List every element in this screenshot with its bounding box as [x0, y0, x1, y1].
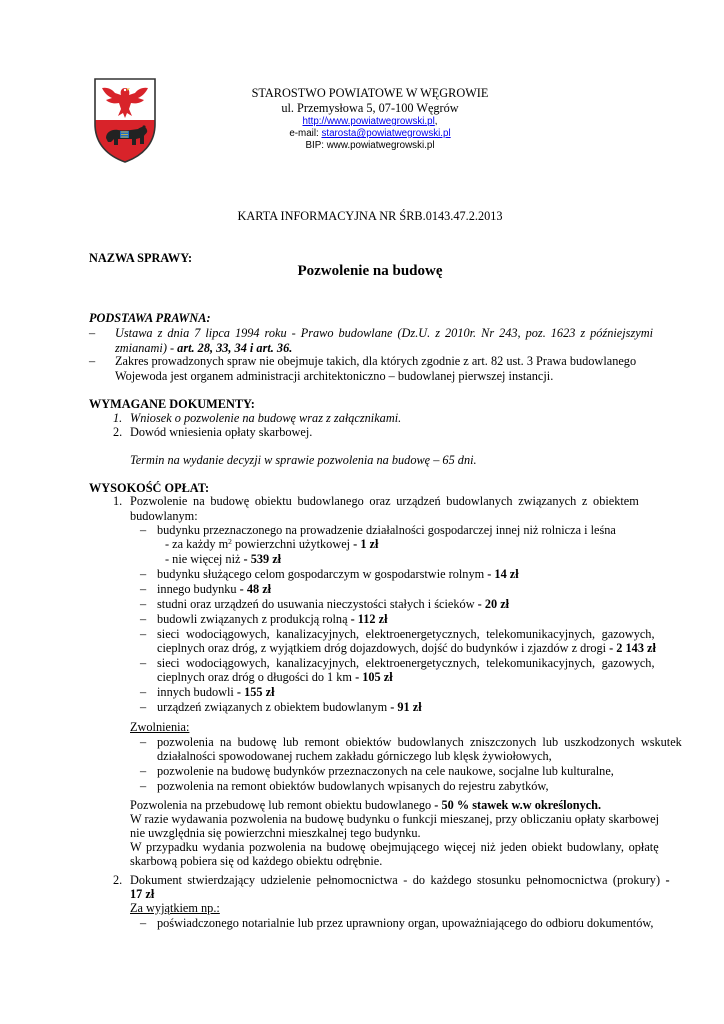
- fee-wells-amount: - 20 zł: [474, 597, 510, 611]
- fee-farm-building-text: budynku służącego celom gospodarczym w gospodarstwie rolnym: [157, 567, 485, 581]
- fee-max-text: - nie więcej niż: [165, 552, 241, 566]
- exemption-2: pozwolenie na budowę budynków przeznaczonych na cele naukowe, socjalne lub kulturalne,: [157, 764, 614, 778]
- rebuild-fee-amount: - 50 % stawek w.w określonych.: [431, 798, 602, 812]
- dash-bullet: –: [140, 627, 147, 641]
- fee-other-structures-text: innych budowli: [157, 685, 234, 699]
- fee-short-networks-line-2: [157, 670, 393, 685]
- email-link[interactable]: starosta@powiatwegrowski.pl: [321, 128, 451, 139]
- exception-1: poświadczonego notarialnie lub przez uprawniony organ, upoważniającego do odbioru dokumentów,: [157, 916, 654, 930]
- fee-short-networks-amount: - 105 zł: [352, 670, 393, 684]
- fees-heading: WYSOKOŚĆ OPŁAT:: [89, 481, 210, 495]
- documents-item-2-number: 2.: [113, 425, 123, 439]
- dash-bullet: –: [140, 656, 147, 670]
- legal-basis-item-2-line-2: Wojewoda jest organem administracji architektoniczno – budowlanej pierwszej instancji.: [115, 369, 554, 383]
- fee-agricultural-structures: [157, 612, 388, 627]
- legal-basis-item-1: [115, 326, 653, 356]
- fee-business-building: budynku przeznaczonego na prowadzenie działalności gospodarczej innej niż rolnicza i leśna: [157, 523, 616, 537]
- fee-agricultural-structures-text: budowli związanych z produkcją rolną: [157, 612, 348, 626]
- exemption-1-line-1: pozwolenia na budowę lub remont obiektów budowlanych zniszczonych lub uszkodzonych wskutek: [157, 735, 682, 749]
- fee-other-building-text: innego budynku: [157, 582, 237, 596]
- decision-deadline: Termin na wydanie decyzji w sprawie pozwolenia na budowę – 65 dni.: [130, 453, 477, 467]
- fees-item-2-number: 2.: [113, 873, 123, 887]
- fee-other-building-amount: - 48 zł: [236, 582, 272, 596]
- legal-basis-item-1-articles: art. 28, 33, 34 i art. 36.: [174, 341, 293, 356]
- documents-item-2: Dowód wniesienia opłaty skarbowej.: [130, 425, 313, 439]
- mixed-use-note-line-1: W razie wydawania pozwolenia na budowę budynku o funkcji mieszanej, przy obliczaniu opłaty skarbowej: [130, 812, 660, 826]
- fee-short-networks-line-2-text: cieplnych oraz dróg o długości do 1 km: [157, 670, 352, 684]
- office-name: STAROSTWO POWIATOWE W WĘGROWIE: [251, 86, 489, 100]
- multi-object-note-line-2: skarbową pobiera się od każdego obiektu odrębnie.: [130, 854, 383, 868]
- fees-item-2-line-1: [130, 873, 670, 888]
- fee-max: [165, 552, 281, 567]
- fee-agricultural-structures-amount: - 112 zł: [347, 612, 388, 626]
- fee-networks-line-2-text: cieplnych oraz dróg, z wyjątkiem dróg dojazdowych, dojść do budynków i zjazdów z drogi: [157, 641, 607, 655]
- fee-devices: [157, 700, 422, 715]
- rebuild-fee-text: Pozwolenia na przebudowę lub remont obiektu budowlanego: [130, 798, 432, 812]
- dash-bullet: –: [89, 326, 96, 340]
- dash-bullet: –: [140, 685, 147, 699]
- exemption-3: pozwolenia na remont obiektów budowlanych wpisanych do rejestru zabytków,: [157, 779, 549, 793]
- case-name-label: NAZWA SPRAWY:: [89, 251, 193, 265]
- fee-other-structures: [157, 685, 275, 700]
- website-line: [200, 116, 540, 128]
- fees-item-1-line-1: Pozwolenie na budowę obiektu budowlanego oraz urządzeń budowlanych związanych z obiektem: [130, 494, 639, 508]
- documents-item-1: Wniosek o pozwolenie na budowę wraz z załącznikami.: [130, 411, 402, 425]
- legal-basis-item-1-text: Ustawa z dnia 7 lipca 1994 roku - Prawo budowlane (Dz.U. z 2010r. Nr 243, poz. 1623 z późniejszymi zmianami) -: [115, 326, 653, 356]
- power-of-attorney-fee: 17 zł: [130, 887, 155, 901]
- card-number: KARTA INFORMACYJNA NR ŚRB.0143.47.2.2013: [237, 209, 503, 223]
- email-label: e-mail:: [289, 128, 322, 139]
- fee-networks-line-2: [157, 641, 656, 656]
- fees-item-1-line-2: budowlanym:: [130, 509, 198, 523]
- fee-short-networks-line-1: sieci wodociągowych, kanalizacyjnych, elektroenergetycznych, telekomunikacyjnych, gazowych,: [157, 656, 655, 670]
- dash-bullet: –: [140, 700, 147, 714]
- legal-basis-item-2-line-1: Zakres prowadzonych spraw nie obejmuje takich, dla których zgodnie z art. 82 ust. 3 Prawa budowlanego: [115, 354, 637, 368]
- rebuild-fee: [130, 798, 601, 813]
- documents-heading: WYMAGANE DOKUMENTY:: [89, 397, 255, 411]
- legal-basis-heading: PODSTAWA PRAWNA:: [89, 311, 211, 325]
- fee-per-square-meter-text: powierzchni użytkowej: [231, 537, 351, 551]
- dash-bullet: –: [140, 597, 147, 611]
- fee-per-square-meter-amount: - 1 zł: [350, 537, 379, 551]
- fee-networks-amount: - 2 143 zł: [606, 641, 656, 655]
- dash-bullet: –: [140, 735, 147, 749]
- bip-line: BIP: www.powiatwegrowski.pl: [305, 140, 435, 151]
- fee-wells: [157, 597, 509, 612]
- dash-bullet: –: [140, 567, 147, 581]
- website-suffix: ,: [434, 116, 438, 127]
- exemptions-label: Zwolnienia:: [130, 720, 190, 734]
- dash-bullet: –: [140, 764, 147, 778]
- fee-per-square-meter-prefix: - za każdy m: [165, 537, 229, 551]
- dash-bullet: –: [140, 779, 147, 793]
- fee-other-building: [157, 582, 271, 597]
- fee-wells-text: studni oraz urządzeń do usuwania nieczystości stałych i ścieków: [157, 597, 475, 611]
- fee-networks-line-1: sieci wodociągowych, kanalizacyjnych, elektroenergetycznych, telekomunikacyjnych, gazowych,: [157, 627, 655, 641]
- dash-bullet: –: [140, 582, 147, 596]
- fee-farm-building: [157, 567, 519, 582]
- exemption-1-line-2: działalności spowodowanej ruchem zakładu górniczego lub klęsk żywiołowych,: [157, 749, 552, 763]
- dash-bullet: –: [89, 354, 96, 368]
- case-title: Pozwolenie na budowę: [297, 263, 443, 279]
- fees-item-1-number: 1.: [113, 494, 123, 508]
- fee-devices-text: urządzeń związanych z obiektem budowlanym: [157, 700, 388, 714]
- dash-bullet: –: [140, 612, 147, 626]
- fee-per-square-meter-sup: 2: [228, 537, 232, 546]
- website-link[interactable]: http://www.powiatwegrowski.pl: [302, 116, 435, 127]
- dash-bullet: –: [140, 523, 147, 537]
- fees-item-2-line-1-dash: -: [660, 873, 670, 887]
- coat-of-arms-logo: [92, 76, 158, 164]
- dash-bullet: –: [140, 916, 147, 930]
- fee-farm-building-amount: - 14 zł: [484, 567, 519, 581]
- office-address: ul. Przemysłowa 5, 07-100 Węgrów: [281, 101, 459, 115]
- documents-item-1-number: 1.: [113, 411, 123, 425]
- fees-item-2-line-1-text: Dokument stwierdzający udzielenie pełnomocnictwa - do każdego stosunku pełnomocnictwa (prokury): [130, 873, 661, 887]
- fee-per-square-meter: [165, 537, 378, 552]
- email-line: [200, 128, 540, 140]
- fee-max-amount: - 539 zł: [240, 552, 282, 566]
- fee-devices-amount: - 91 zł: [387, 700, 422, 714]
- except-label: Za wyjątkiem np.:: [130, 901, 220, 915]
- multi-object-note-line-1: W przypadku wydania pozwolenia na budowę obejmującego więcej niż jeden obiekt budowlany, opłatę: [130, 840, 659, 854]
- mixed-use-note-line-2: nie uwzględnia się powierzchni mieszkalnej tego budynku.: [130, 826, 421, 840]
- fee-other-structures-amount: - 155 zł: [233, 685, 275, 699]
